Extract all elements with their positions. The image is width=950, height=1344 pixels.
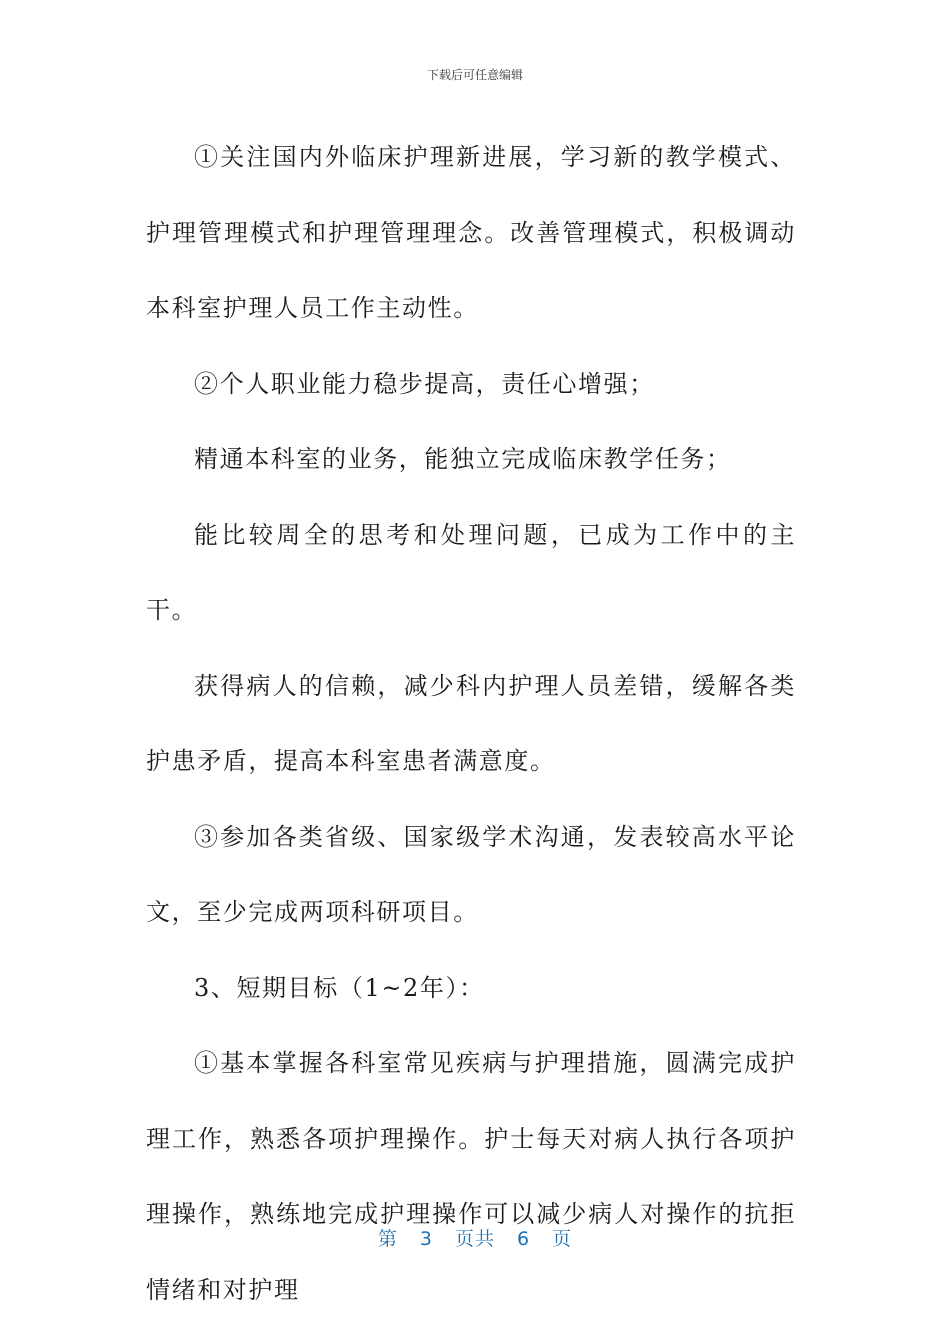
page-footer	[0, 1224, 950, 1251]
page-label-suffix: 页	[552, 1228, 573, 1250]
document-body	[146, 120, 796, 1328]
paragraph-2: ②个人职业能力稳步提高，责任心增强；	[194, 369, 655, 398]
paragraph-1: ①关注国内外临床护理新进展，学习新的教学模式、护理管理模式和护理管理理念。改善管理模式，积极调动本科室护理人员工作主动性。	[146, 143, 796, 322]
section-heading: 3、短期目标（1~2年）：	[194, 973, 485, 1002]
total-pages-number: 6	[517, 1228, 531, 1250]
paragraph-3: 精通本科室的业务，能独立完成临床教学任务；	[194, 445, 732, 473]
page-label-prefix: 第	[377, 1228, 398, 1250]
paragraph-5: 获得病人的信赖，减少科内护理人员差错，缓解各类护患矛盾，提高本科室患者满意度。	[146, 671, 796, 775]
paragraph-4: 能比较周全的思考和处理问题，已成为工作中的主干。	[146, 520, 796, 624]
current-page-number: 3	[419, 1228, 433, 1250]
paragraph-6: ③参加各类省级、国家级学术沟通，发表较高水平论文，至少完成两项科研项目。	[146, 822, 796, 926]
paragraph-7: ①基本掌握各科室常见疾病与护理措施，圆满完成护理工作，熟悉各项护理操作。护士每天对病人执行各项护理操作，熟练地完成护理操作可以减少病人对操作的抗拒情绪和对护理	[146, 1049, 796, 1304]
page-label-mid: 页共	[454, 1228, 495, 1250]
page-header: 下载后可任意编辑	[426, 68, 523, 82]
